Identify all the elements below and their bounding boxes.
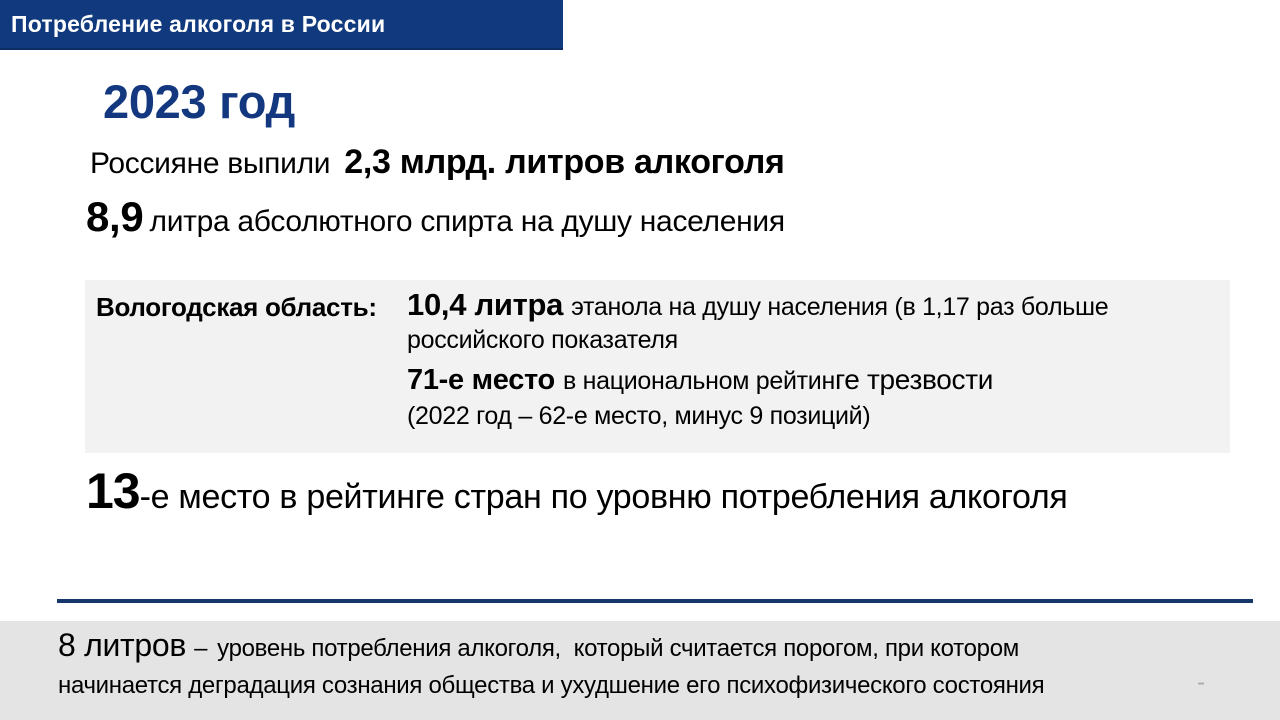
country-rank-line	[86, 462, 1068, 520]
divider-line	[57, 599, 1253, 603]
country-rank-text: -е место в рейтинге стран по уровню потребления алкоголя	[139, 478, 1068, 516]
per-capita-value: 8,9	[86, 193, 144, 240]
threshold-text: уровень потребления алкоголя, который считается порогом, при котором	[217, 635, 1019, 662]
region-label: Вологодская область:	[96, 292, 377, 322]
region-ethanol-continuation: российского показателя	[407, 326, 678, 354]
region-highlight-box	[85, 280, 1230, 453]
region-rank-value: 71-е место	[407, 364, 555, 396]
region-content	[407, 287, 1222, 431]
page-number-marker: -	[1197, 669, 1205, 696]
total-consumption-line	[90, 143, 785, 182]
country-rank-value: 13	[86, 463, 140, 519]
total-consumption-prefix: Россияне выпили	[90, 147, 331, 180]
region-ethanol-line	[407, 287, 1222, 323]
region-rank-note: (2022 год – 62-е место, минус 9 позиций)	[407, 402, 871, 430]
region-rank-text: в национальном рейтин	[562, 367, 835, 395]
region-rank-text-large: ге трезвости	[834, 364, 994, 395]
per-capita-text: литра абсолютного спирта на душу населения	[149, 205, 785, 238]
footer-band	[0, 621, 1280, 720]
threshold-text-continuation: начинается деградация сознания общества и ухудшение его психофизического состояния	[58, 672, 1045, 699]
region-ethanol-text: этанола на душу населения (в 1,17 раз больше	[571, 293, 1109, 321]
total-consumption-value: 2,3 млрд. литров алкоголя	[344, 143, 785, 181]
year-title: 2023 год	[103, 75, 296, 128]
threshold-dash: –	[194, 635, 208, 662]
slide-header-bar	[0, 0, 563, 48]
threshold-value: 8 литров	[58, 627, 187, 663]
per-capita-line	[86, 193, 785, 241]
slide-header-title: Потребление алкоголя в России	[11, 10, 386, 37]
region-ethanol-value: 10,4 литра	[407, 287, 564, 322]
region-rank-line	[407, 364, 1222, 397]
threshold-line	[58, 627, 1019, 664]
